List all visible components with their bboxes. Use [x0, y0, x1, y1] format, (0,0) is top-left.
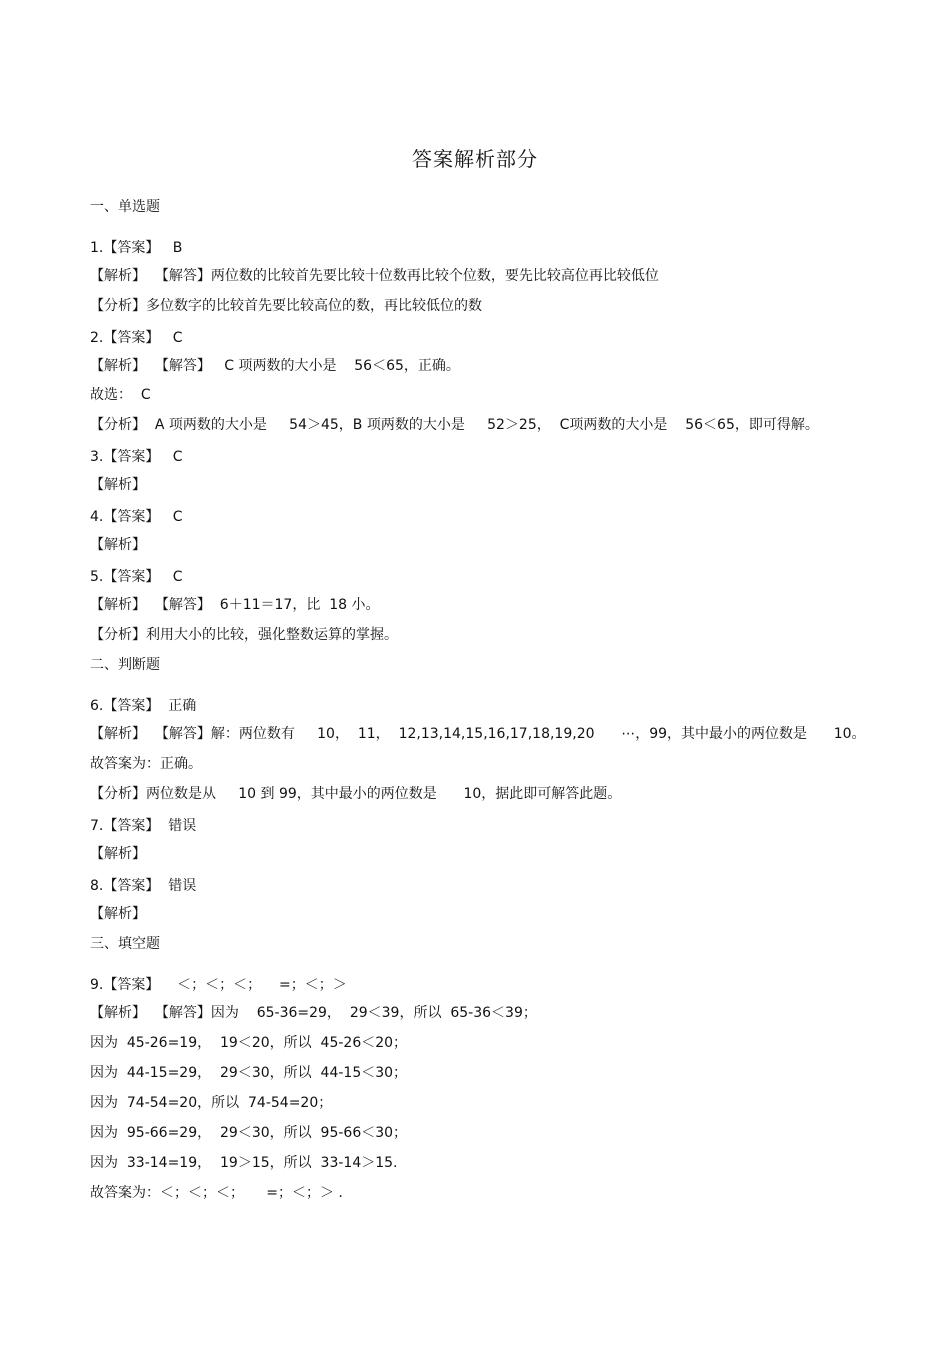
analysis-line: 【分析】多位数字的比较首先要比较高位的数，再比较低位的数 [90, 298, 482, 314]
analysis-line: 因为 33-14=19， 19＞15，所以 33-14＞15. [90, 1155, 398, 1171]
answer-line: 2.【答案】 C [90, 330, 183, 346]
answer-line: 7.【答案】 错误 [90, 818, 197, 834]
analysis-line: 因为 44-15=29， 29＜30，所以 44-15＜30； [90, 1065, 408, 1081]
analysis-line: 【解析】 [90, 477, 146, 493]
analysis-line: 【解析】 【解答】 C 项两数的大小是 56＜65，正确。 [90, 358, 460, 374]
answer-line: 9.【答案】 ＜；＜；＜； =；＜；＞ [90, 977, 347, 993]
answer-line: 8.【答案】 错误 [90, 878, 197, 894]
answer-line: 4.【答案】 C [90, 509, 183, 525]
analysis-line: 【分析】 A 项两数的大小是 54＞45，B 项两数的大小是 52＞25， C项两数的大小是 56＜65，即可得解。 [90, 417, 819, 433]
analysis-line: 【分析】两位数是从 10 到 99，其中最小的两位数是 10，据此即可解答此题。 [90, 786, 622, 802]
answer-line: 3.【答案】 C [90, 449, 183, 465]
page-title: 答案解析部分 [412, 147, 538, 171]
analysis-line: 故选： C [90, 387, 151, 403]
analysis-line: 【解析】 [90, 846, 146, 862]
analysis-line: 【解析】 [90, 537, 146, 553]
answer-line: 1.【答案】 B [90, 240, 183, 256]
analysis-line: 故答案为：正确。 [90, 756, 202, 772]
analysis-line: 【解析】 【解答】解：两位数有 10， 11， 12,13,14,15,16,17,18,19,20 ⋯，99，其中最小的两位数是 10。 [90, 726, 866, 742]
analysis-line: 故答案为：＜；＜；＜； =；＜；＞ . [90, 1185, 343, 1201]
analysis-line: 【分析】利用大小的比较，强化整数运算的掌握。 [90, 627, 398, 643]
answer-line: 6.【答案】 正确 [90, 698, 197, 714]
section-heading-true-false: 二、判断题 [90, 657, 160, 673]
analysis-line: 因为 95-66=29， 29＜30，所以 95-66＜30； [90, 1125, 408, 1141]
analysis-line: 【解析】 [90, 906, 146, 922]
analysis-line: 【解析】 【解答】 6＋11＝17，比 18 小。 [90, 597, 380, 613]
analysis-line: 因为 45-26=19， 19＜20，所以 45-26＜20； [90, 1035, 408, 1051]
analysis-line: 【解析】 【解答】两位数的比较首先要比较十位数再比较个位数，要先比较高位再比较低位 [90, 268, 659, 284]
section-heading-single-choice: 一、单选题 [90, 199, 160, 215]
section-heading-fill-blank: 三、填空题 [90, 936, 160, 952]
answer-line: 5.【答案】 C [90, 569, 183, 585]
analysis-line: 【解析】 【解答】因为 65-36=29， 29＜39，所以 65-36＜39； [90, 1005, 537, 1021]
analysis-line: 因为 74-54=20，所以 74-54=20； [90, 1095, 333, 1111]
